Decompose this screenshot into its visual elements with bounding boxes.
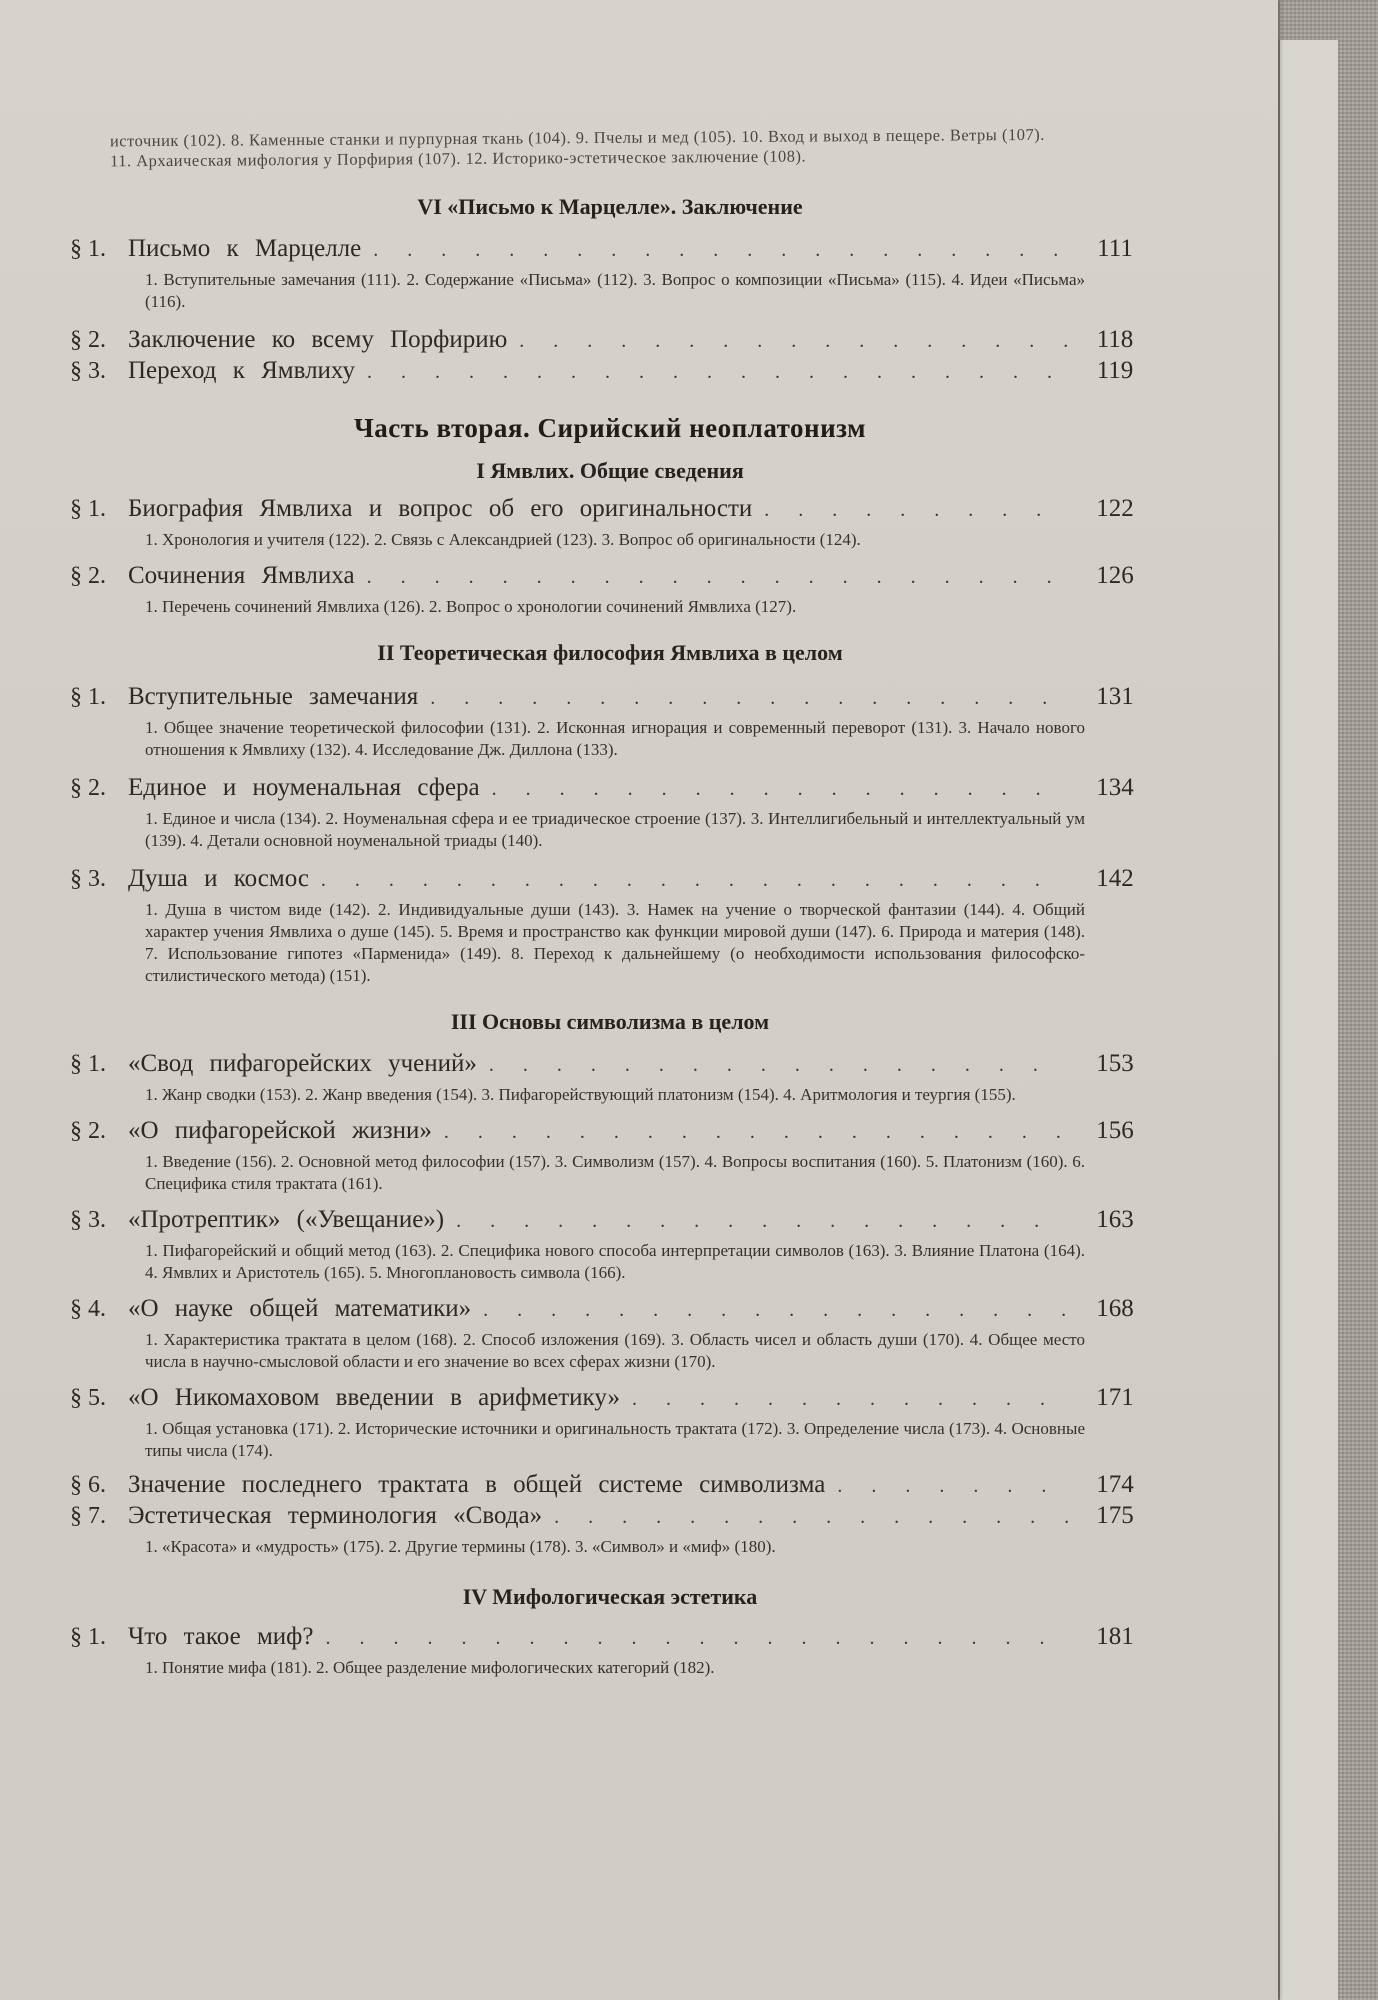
page-number: 126: [1096, 562, 1134, 589]
chapter-title-iv: IV Мифологическая эстетика: [462, 1584, 758, 1609]
subsections: 1. Общая установка (171). 2. Исторические источники и оригинальность трактата (172). 3. Определение числа (173). 4. Основные типы числа (174).: [145, 1419, 1085, 1460]
section-title: «Протрептик» («Увещание»): [128, 1206, 445, 1233]
chapter-title-ii: II Теоретическая философия Ямвлиха в целом: [377, 640, 843, 665]
section-title: «О науке общей математики»: [128, 1295, 472, 1322]
section-title: Единое и ноуменальная сфера: [128, 774, 480, 801]
page-number: 122: [1096, 495, 1134, 522]
section-title: Заключение ко всему Порфирию: [128, 326, 508, 353]
subsections: 1. Общее значение теоретической философии (131). 2. Исконная игнорация и современный переворот (131). 3. Начало нового отношения к Ямвлиху (132). 4. Исследование Дж. Диллона (133).: [145, 718, 1085, 759]
section-number: § 2.: [70, 563, 106, 589]
leader-dots: [837, 1471, 1068, 1501]
subsections: 1. Жанр сводки (153). 2. Жанр введения (154). 3. Пифагорействующий платонизм (154). 4. Аритмология и теургия (155).: [145, 1085, 1016, 1104]
page-number: 142: [1096, 865, 1134, 892]
leader-dots: [519, 326, 1068, 356]
page-number: 156: [1096, 1117, 1134, 1144]
subsections: 1. Душа в чистом виде (142). 2. Индивидуальные души (143). 3. Намек на учение о творческой фантазии (144). 4. Общий характер учения Ямвлиха о душе (145). 5. Время и пространство как функции мировой души (147). 6. Природа и материя (148). 7. Использование гипотез «Парменида» (149). 8. Переход к дальнейшему (о необходимости использования философско-стилистического метода) (151).: [145, 900, 1085, 985]
part-title: Часть вторая. Сирийский неоплатонизм: [353, 413, 867, 443]
subsections: 1. Единое и числа (134). 2. Ноуменальная сфера и ее триадическое строение (137). 3. Интеллигибельный и интеллектуальный ум (139). 4. Детали основной ноуменальной триады (140).: [145, 809, 1085, 850]
section-title: Вступительные замечания: [128, 683, 419, 710]
toc-entry[interactable]: [70, 1116, 1150, 1195]
toc-entry[interactable]: [70, 356, 1150, 387]
leader-dots: [456, 1206, 1068, 1236]
section-title: Переход к Ямвлиху: [128, 357, 355, 384]
toc-entry[interactable]: [70, 325, 1150, 356]
subsections: 1. Характеристика трактата в целом (168). 2. Способ изложения (169). 3. Область чисел и область души (170). 4. Общее место числа в научно-смысловой области и его значение во всех сферах жизни (170).: [145, 1330, 1085, 1371]
section-number: § 5.: [70, 1385, 106, 1411]
page-number: 163: [1096, 1206, 1134, 1233]
subsections: 1. «Красота» и «мудрость» (175). 2. Другие термины (178). 3. «Символ» и «миф» (180).: [145, 1537, 776, 1556]
chapter-title-i: I Ямвлих. Общие сведения: [476, 458, 744, 483]
section-number: § 1.: [70, 496, 106, 522]
continuation-text: источник (102). 8. Каменные станки и пурпурная ткань (104). 9. Пчелы и мед (105). 10. Вход и выход в пещере. Ветры (107). 11. Архаическая мифология у Порфирия (107). 12. Историко-эстетическое заключение (108).: [109, 124, 1045, 171]
page-number: 131: [1096, 683, 1134, 710]
leader-dots: [325, 1623, 1068, 1653]
section-title: Биография Ямвлиха и вопрос об его оригинальности: [128, 495, 753, 522]
section-title: Что такое миф?: [128, 1623, 314, 1650]
toc-entry[interactable]: [70, 682, 1150, 761]
subsections: 1. Перечень сочинений Ямвлиха (126). 2. Вопрос о хронологии сочинений Ямвлиха (127).: [145, 597, 797, 616]
toc-entry[interactable]: [70, 1049, 1150, 1106]
chapter-title-iii: III Основы символизма в целом: [450, 1009, 770, 1034]
section-number: § 3.: [70, 866, 106, 892]
subsections: 1. Введение (156). 2. Основной метод философии (157). 3. Символизм (157). 4. Вопросы воспитания (160). 5. Платонизм (160). 6. Специфика стиля трактата (161).: [145, 1152, 1085, 1193]
leader-dots: [321, 865, 1068, 895]
toc-entry[interactable]: [70, 1294, 1150, 1373]
leader-dots: [632, 1384, 1068, 1414]
toc-entry[interactable]: [70, 494, 1150, 551]
chapter-title-vi: VI «Письмо к Марцелле». Заключение: [417, 194, 803, 219]
page-number: 174: [1096, 1471, 1134, 1498]
section-title: «О пифагорейской жизни»: [128, 1117, 432, 1144]
toc-entry[interactable]: [70, 773, 1150, 852]
leader-dots: [483, 1295, 1068, 1325]
page-number: 118: [1096, 326, 1134, 353]
table-of-contents: [70, 124, 1150, 1685]
leader-dots: [367, 357, 1068, 387]
toc-entry[interactable]: [70, 1470, 1150, 1501]
section-title: Значение последнего трактата в общей системе символизма: [128, 1471, 826, 1498]
leader-dots: [373, 235, 1068, 265]
section-number: § 2.: [70, 775, 106, 801]
section-number: § 1.: [70, 684, 106, 710]
page-number: 181: [1096, 1623, 1134, 1650]
section-title: Сочинения Ямвлиха: [128, 562, 355, 589]
leader-dots: [444, 1117, 1068, 1147]
subsections: 1. Пифагорейский и общий метод (163). 2. Специфика нового способа интерпретации символов (163). 3. Влияние Платона (164). 4. Ямвлих и Аристотель (165). 5. Многоплановость символа (166).: [145, 1241, 1085, 1282]
leader-dots: [492, 774, 1068, 804]
subsections: 1. Понятие мифа (181). 2. Общее разделение мифологических категорий (182).: [145, 1658, 715, 1677]
section-number: § 4.: [70, 1296, 106, 1322]
toc-entry[interactable]: [70, 1383, 1150, 1462]
toc-entry[interactable]: [70, 864, 1150, 987]
page-number: 153: [1096, 1050, 1134, 1077]
section-title: «О Никомаховом введении в арифметику»: [128, 1384, 620, 1411]
toc-entry[interactable]: [70, 1501, 1150, 1558]
section-number: § 1.: [70, 1624, 106, 1650]
section-title: Душа и космос: [128, 865, 309, 892]
toc-entry[interactable]: [70, 234, 1150, 313]
section-title: Эстетическая терминология «Свода»: [128, 1502, 543, 1529]
page-number: 168: [1096, 1295, 1134, 1322]
subsections: 1. Хронология и учителя (122). 2. Связь с Александрией (123). 3. Вопрос об оригинальности (124).: [145, 530, 861, 549]
page-number: 119: [1096, 357, 1134, 384]
page-number: 175: [1096, 1502, 1134, 1529]
back-page-edge: [1280, 40, 1338, 2000]
section-number: § 7.: [70, 1503, 106, 1529]
toc-entry[interactable]: [70, 561, 1150, 618]
page-number: 111: [1097, 235, 1133, 262]
chapter-ii-entries: [70, 682, 1150, 987]
chapter-iv-entries: [70, 1622, 1150, 1679]
section-number: § 6.: [70, 1472, 106, 1498]
chapter-iii-entries: [70, 1049, 1150, 1558]
section-number: § 3.: [70, 358, 106, 384]
page-number: 134: [1096, 774, 1134, 801]
leader-dots: [489, 1050, 1068, 1080]
chapter-i-entries: [70, 494, 1150, 618]
toc-entry[interactable]: [70, 1622, 1150, 1679]
section-title: Письмо к Марцелле: [128, 235, 362, 262]
leader-dots: [554, 1502, 1068, 1532]
section-title: «Свод пифагорейских учений»: [128, 1050, 477, 1077]
toc-entry[interactable]: [70, 1205, 1150, 1284]
section-number: § 1.: [70, 1051, 106, 1077]
section-number: § 2.: [70, 327, 106, 353]
leader-dots: [430, 683, 1068, 713]
chapter-vi-entries: [70, 234, 1150, 387]
leader-dots: [764, 495, 1068, 525]
section-number: § 1.: [70, 236, 106, 262]
section-number: § 3.: [70, 1207, 106, 1233]
section-number: § 2.: [70, 1118, 106, 1144]
subsections: 1. Вступительные замечания (111). 2. Содержание «Письма» (112). 3. Вопрос о композиции «Письма» (115). 4. Идеи «Письма» (116).: [145, 270, 1085, 311]
page-number: 171: [1096, 1384, 1134, 1411]
leader-dots: [367, 562, 1068, 592]
